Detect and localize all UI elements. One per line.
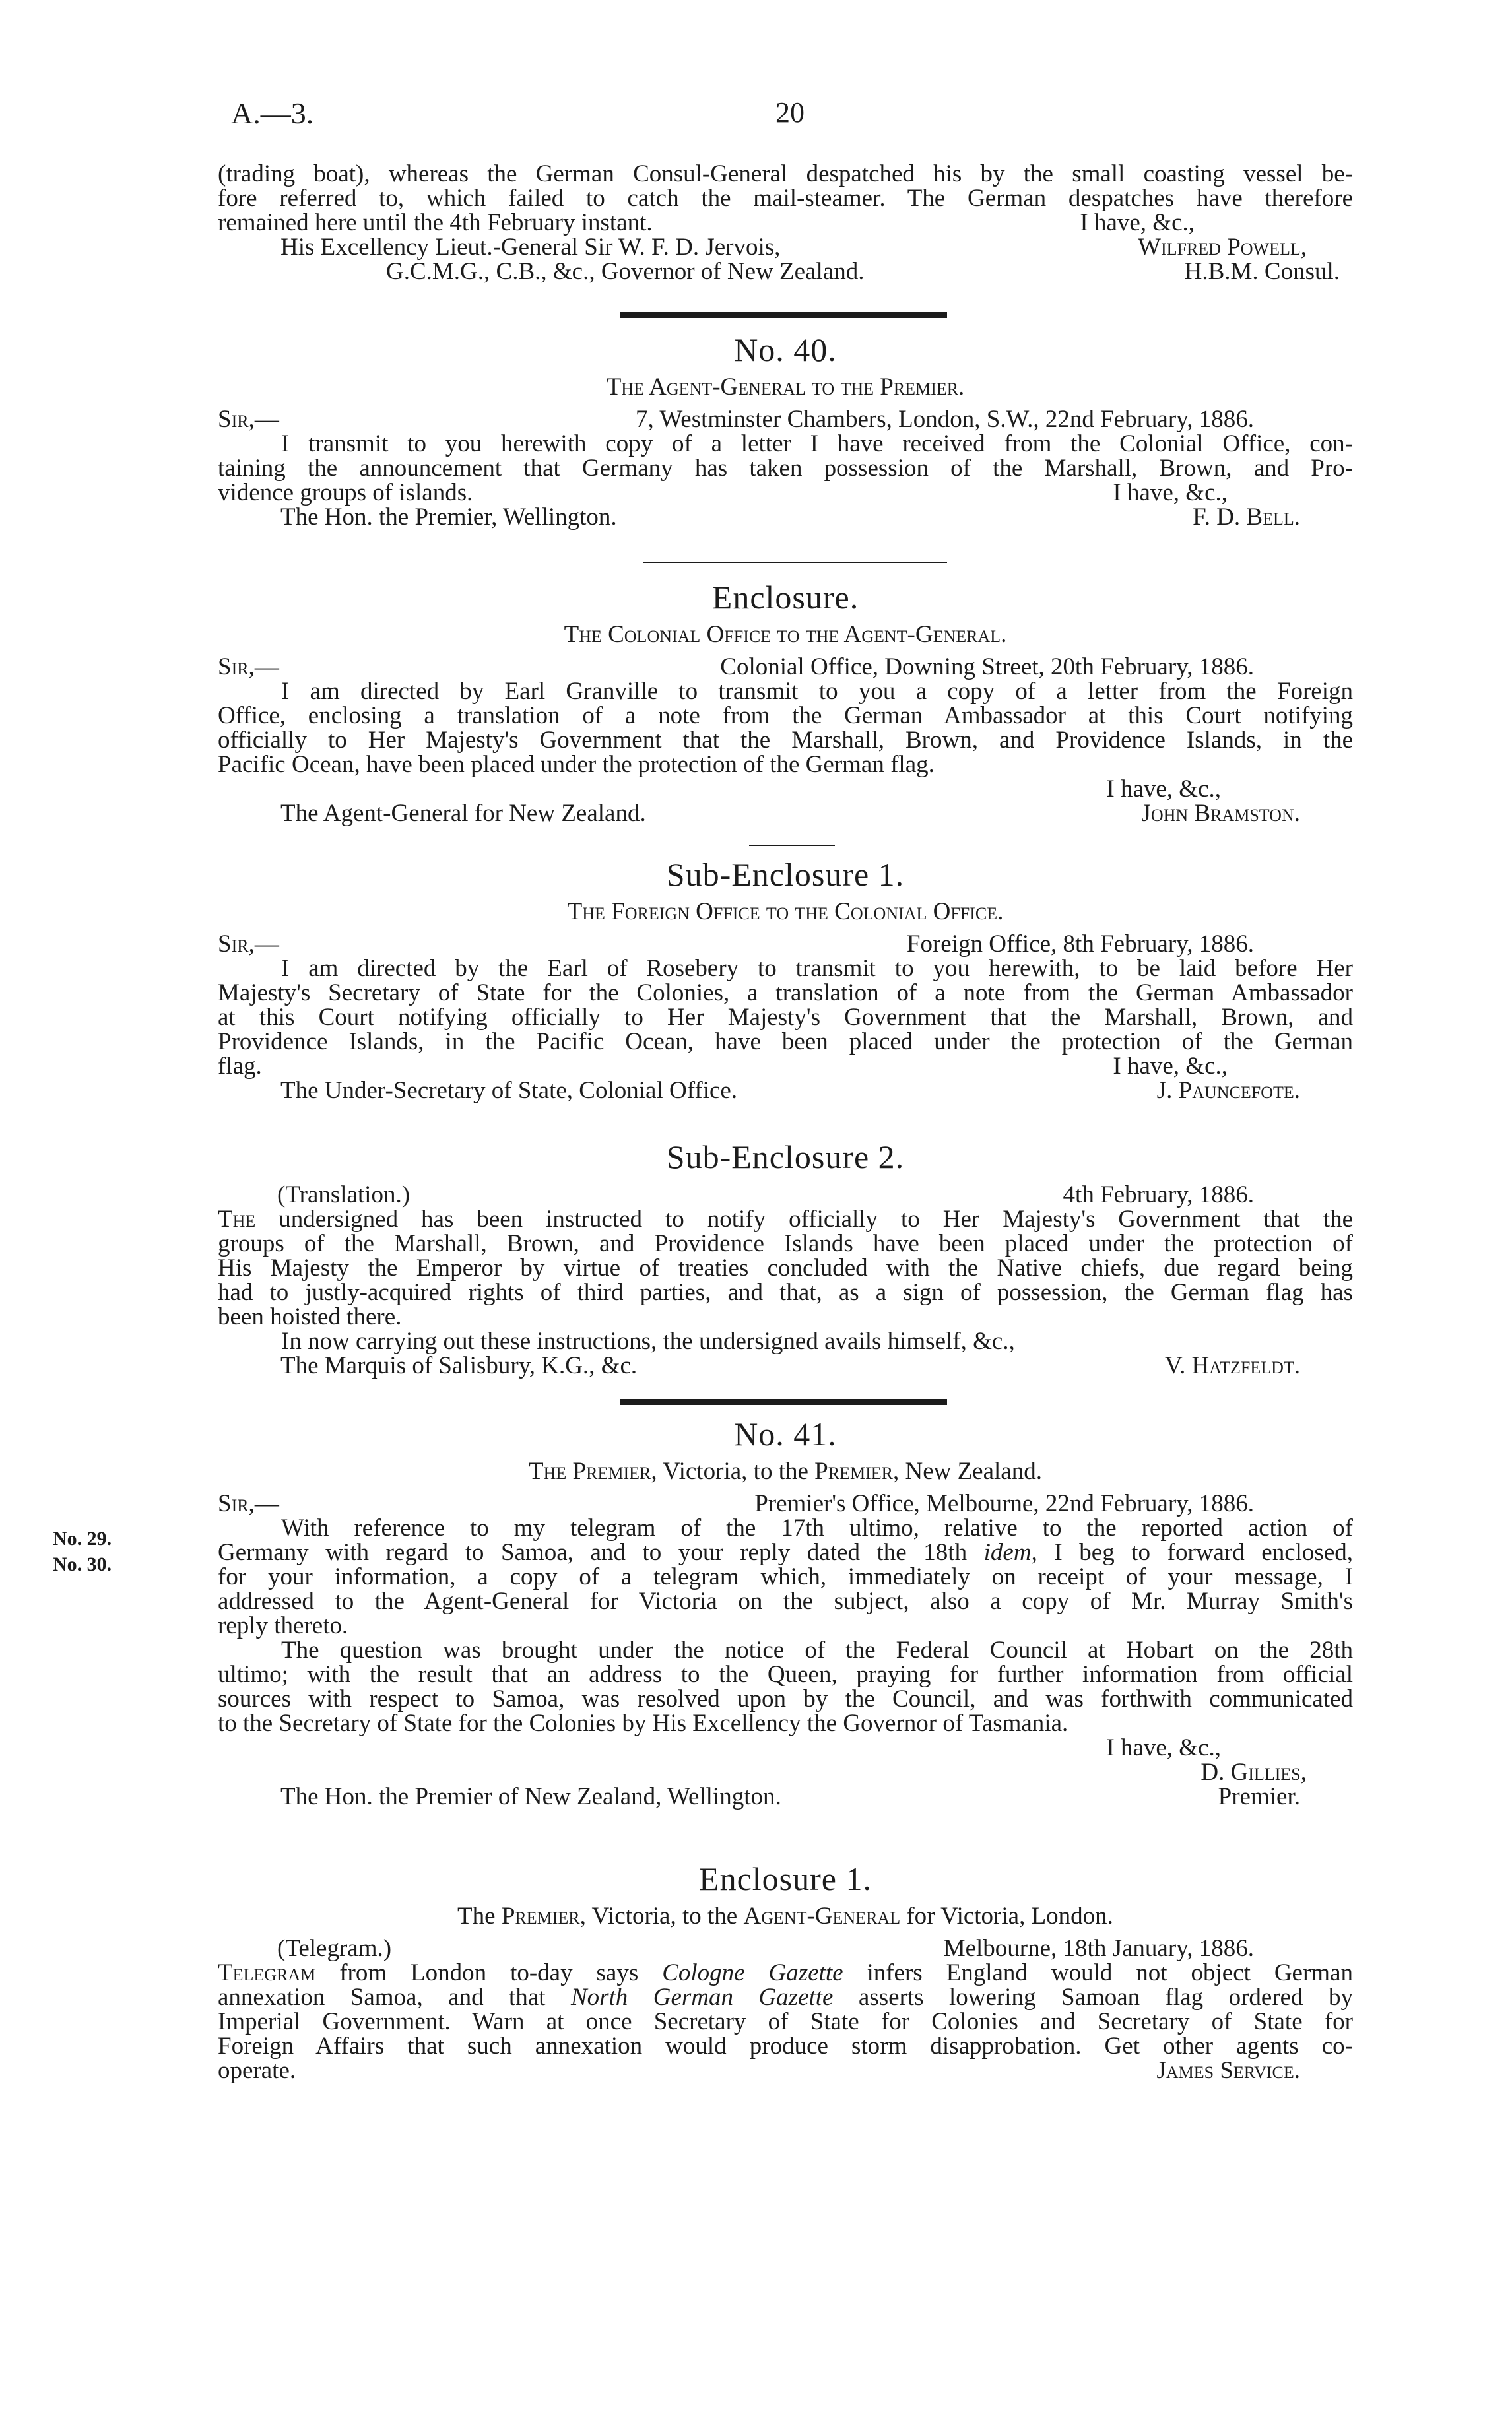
text-span: from London to-day says [315, 1959, 663, 1986]
enclosure [218, 581, 1353, 826]
text-line: I am directed by Earl Granville to transmit to you a copy of a letter from the Foreign [281, 678, 1353, 705]
salutation: Sir,— [218, 406, 279, 433]
text-line [218, 1961, 1353, 1985]
place-date: Melbourne, 18th January, 1886. [943, 1935, 1254, 1962]
letter-from [218, 1459, 1353, 1484]
letter-no-41 [218, 1418, 1353, 1809]
closing: I have, &c., [1113, 479, 1228, 506]
note: (Telegram.) [277, 1935, 392, 1962]
text-line: operate. [218, 2057, 296, 2084]
text-span: Premier [501, 1903, 580, 1930]
letter-from: The Agent-General to the Premier. [606, 374, 965, 401]
sub-enclosure-2 [218, 1140, 1353, 1378]
place-date: Foreign Office, 8th February, 1886. [906, 930, 1254, 958]
text-line [218, 1985, 1353, 2009]
closing: I have, &c., [1106, 1734, 1221, 1761]
section-title: No. 41. [734, 1416, 837, 1453]
section-title: Sub-Enclosure 1. [666, 856, 905, 893]
closing: I have, &c., [1106, 775, 1221, 802]
closing: I have, &c., [1080, 209, 1195, 236]
signer: D. Gillies, [1200, 1759, 1307, 1786]
addressee: The Hon. the Premier, Wellington. [280, 504, 617, 531]
date: 4th February, 1886. [1063, 1181, 1254, 1208]
place-date: Premier's Office, Melbourne, 22nd February, 1886. [754, 1490, 1254, 1517]
letter-from: The Colonial Office to the Agent-General. [564, 621, 1007, 648]
text-line: officially to Her Majesty's Government that the Marshall, Brown, and Providence Islands, in the [218, 727, 1353, 754]
note: (Translation.) [277, 1181, 411, 1208]
salutation: Sir,— [218, 653, 279, 680]
section-title: Enclosure 1. [699, 1860, 872, 1897]
text-line: Office, enclosing a translation of a note from the German Ambassador at this Court notifying [218, 702, 1353, 729]
letter-from [218, 1904, 1353, 1928]
text-line: I transmit to you herewith copy of a letter I have received from the Colonial Office, con- [281, 430, 1353, 457]
salutation-row [218, 407, 1353, 432]
text-span: , Victoria, to the [651, 1458, 815, 1485]
addressee: G.C.M.G., C.B., &c., Governor of New Zealand. [386, 258, 865, 285]
signature-row [218, 1784, 1353, 1809]
section-title: No. 40. [734, 331, 837, 368]
signature-row [218, 801, 1353, 826]
text-line [218, 1207, 1353, 1231]
text-line: addressed to the Agent-General for Victoria on the subject, also a copy of Mr. Murray Smith's [218, 1588, 1353, 1615]
text-span: , New Zealand. [892, 1458, 1042, 1485]
section-divider [749, 845, 835, 846]
closing-row [218, 211, 1353, 235]
text-line: I am directed by the Earl of Rosebery to transmit to you herewith, to be laid before Her [281, 955, 1353, 982]
salutation-row [218, 1491, 1353, 1516]
signature-row [218, 259, 1353, 284]
text-line: taining the announcement that Germany has taken possession of the Marshall, Brown, and Pro- [218, 455, 1353, 482]
text-span: , Victoria, to the [579, 1903, 744, 1930]
text-line: been hoisted there. [218, 1303, 402, 1330]
text-line: flag. [218, 1053, 262, 1080]
text-line: vidence groups of islands. [218, 479, 473, 506]
section-divider [620, 312, 947, 318]
text-span: The [457, 1903, 502, 1930]
signer: John Bramston. [1141, 800, 1300, 827]
text-line: Imperial Government. Warn at once Secretary of State for Colonies and Secretary of State for [218, 2008, 1353, 2035]
text-line [218, 1540, 1353, 1565]
text-span: , I beg to forward enclosed, [1031, 1539, 1353, 1566]
addressee: The Under-Secretary of State, Colonial Office. [280, 1077, 738, 1104]
letter-no-40 [218, 333, 1353, 529]
signature-row [218, 1078, 1353, 1103]
text-span: The Premier [529, 1458, 651, 1485]
section-title: Sub-Enclosure 2. [666, 1138, 905, 1175]
text-line: fore referred to, which failed to catch the mail-steamer. The German despatches have therefore [218, 185, 1353, 212]
signer-title: Premier. [1218, 1783, 1300, 1810]
lead-word: Telegram [218, 1959, 316, 1986]
text-span: infers England would not object German [843, 1959, 1353, 1986]
text-line: groups of the Marshall, Brown, and Providence Islands have been placed under the protection of [218, 1230, 1353, 1257]
text-span: Germany with regard to Samoa, and to your reply dated the 18th [218, 1539, 984, 1566]
section-divider [620, 1399, 947, 1405]
signature-row [218, 505, 1353, 529]
signer: V. Hatzfeldt. [1165, 1352, 1300, 1379]
sub-enclosure-1 [218, 858, 1353, 1103]
text-span: annexation Samoa, and that [218, 1984, 571, 2011]
text-line: His Majesty the Emperor by virtue of treaties concluded with the Native chiefs, due regard being [218, 1255, 1353, 1282]
salutation-row [218, 932, 1353, 956]
signer: F. D. Bell. [1193, 504, 1300, 531]
text-line: In now carrying out these instructions, the undersigned avails himself, &c., [281, 1328, 1015, 1355]
text-line: remained here until the 4th February instant. [218, 209, 653, 236]
page-number: 20 [775, 96, 805, 129]
text-span: for Victoria, London. [900, 1903, 1113, 1930]
salutation: Sir,— [218, 1490, 279, 1517]
enclosure-1 [218, 1862, 1353, 2083]
note-date-row [218, 1936, 1353, 1961]
closing: I have, &c., [1113, 1053, 1228, 1080]
document-reference: A.—3. [231, 96, 314, 130]
text-line: reply thereto. [218, 1612, 348, 1639]
salutation: Sir,— [218, 930, 279, 958]
text-line: Majesty's Secretary of State for the Colonies, a translation of a note from the German Ambassador [218, 979, 1353, 1006]
text-span: Agent-General [743, 1903, 901, 1930]
place-date: Colonial Office, Downing Street, 20th February, 1886. [720, 653, 1254, 680]
text-line: sources with respect to Samoa, was resolved upon by the Council, and was forthwith communicated [218, 1685, 1353, 1713]
section-title: Enclosure. [711, 579, 859, 616]
closing-row [218, 480, 1353, 505]
text-line: ultimo; with the result that an address to the Queen, praying for further information from official [218, 1661, 1353, 1688]
addressee: His Excellency Lieut.-General Sir W. F. D. Jervois, [280, 234, 781, 261]
letter-from: The Foreign Office to the Colonial Office. [567, 898, 1004, 925]
text-span: Cologne Gazette [662, 1959, 843, 1986]
signer: James Service. [1156, 2057, 1300, 2084]
closing-row [218, 1054, 1353, 1078]
salutation-row [218, 655, 1353, 679]
closing-row [218, 2058, 1353, 2083]
place-date: 7, Westminster Chambers, London, S.W., 22nd February, 1886. [635, 406, 1254, 433]
addressee: The Hon. the Premier of New Zealand, Wellington. [280, 1783, 781, 1810]
text-line: to the Secretary of State for the Colonies by His Excellency the Governor of Tasmania. [218, 1710, 1068, 1737]
text-line: With reference to my telegram of the 17th ultimo, relative to the reported action of [281, 1515, 1353, 1542]
text-line: Pacific Ocean, have been placed under the protection of the German flag. [218, 751, 935, 778]
text-span: asserts lowering Samoan flag ordered by [833, 1984, 1353, 2011]
signature-row [218, 1354, 1353, 1378]
text-line: Providence Islands, in the Pacific Ocean, have been placed under the protection of the German [218, 1028, 1353, 1055]
signer-title: H.B.M. Consul. [1184, 258, 1340, 285]
text-line: at this Court notifying officially to Her Majesty's Government that the Marshall, Brown, and [218, 1004, 1353, 1031]
text-span: Premier [814, 1458, 893, 1485]
text-line: (trading boat), whereas the German Consul-General despatched his by the small coasting vessel be- [218, 160, 1353, 187]
section-divider [643, 562, 947, 563]
signer: J. Pauncefote. [1156, 1077, 1300, 1104]
intro-letter-end [218, 162, 1353, 284]
text-line: The question was brought under the notice of the Federal Council at Hobart on the 28th [281, 1637, 1353, 1664]
text-line: Foreign Affairs that such annexation would produce storm disapprobation. Get other agents co- [218, 2033, 1353, 2060]
signer: Wilfred Powell, [1138, 234, 1307, 261]
addressee: The Agent-General for New Zealand. [280, 800, 646, 827]
addressee: The Marquis of Salisbury, K.G., &c. [280, 1352, 638, 1379]
text-line: for your information, a copy of a telegram which, immediately on receipt of your message, I [218, 1563, 1353, 1590]
text-line: had to justly-acquired rights of third parties, and that, as a sign of possession, the German flag has [218, 1279, 1353, 1306]
margin-reference: No. 30. [53, 1553, 112, 1575]
note-date-row [218, 1183, 1353, 1207]
lead-word: The [218, 1206, 256, 1233]
text-span: undersigned has been instructed to notify officially to Her Majesty's Government that the [255, 1206, 1353, 1233]
text-span: North German Gazette [570, 1984, 834, 2011]
text-span: idem [983, 1539, 1032, 1566]
signature-row [218, 235, 1353, 259]
margin-reference: No. 29. [53, 1528, 112, 1550]
